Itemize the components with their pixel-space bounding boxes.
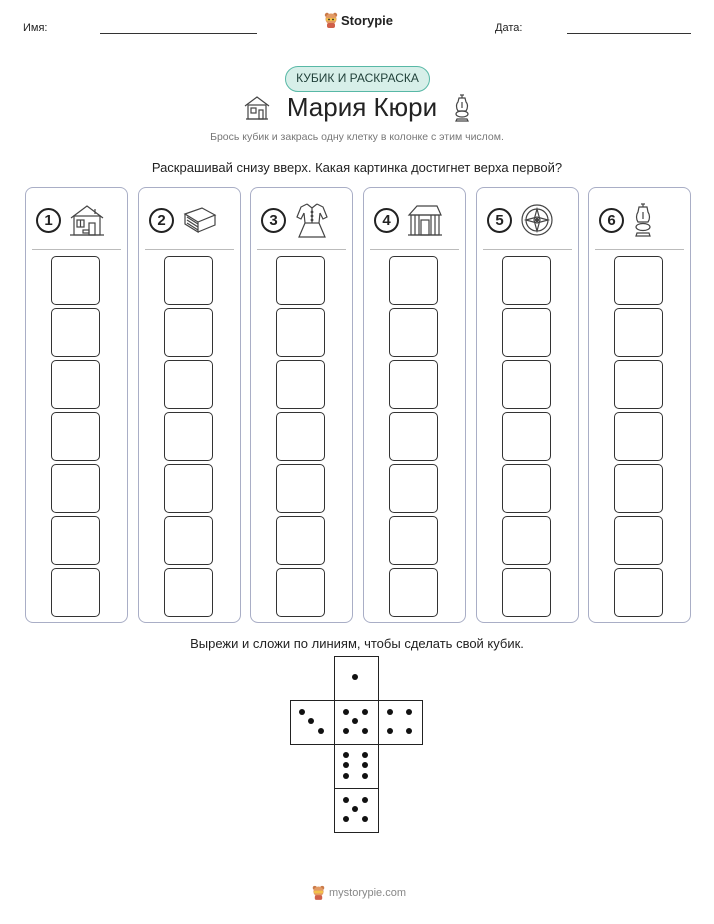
storypie-mascot-icon	[324, 12, 338, 28]
coloring-cell[interactable]	[51, 568, 100, 617]
coloring-cell[interactable]	[51, 308, 100, 357]
house-icon	[69, 203, 105, 237]
column-number: 3	[261, 208, 286, 233]
die-pip	[362, 773, 368, 779]
coloring-cell[interactable]	[389, 412, 438, 461]
column-4	[363, 187, 466, 623]
column-header	[599, 202, 679, 238]
coloring-cell[interactable]	[276, 464, 325, 513]
coloring-cell[interactable]	[502, 464, 551, 513]
coloring-cell[interactable]	[614, 464, 663, 513]
cut-instruction: Вырежи и сложи по линиям, чтобы сделать свой кубик.	[190, 636, 524, 651]
coloring-cell[interactable]	[389, 516, 438, 565]
die-face	[378, 700, 423, 745]
die-pip	[362, 816, 368, 822]
column-3	[250, 187, 353, 623]
coloring-cell[interactable]	[502, 568, 551, 617]
column-6	[588, 187, 691, 623]
brand-logo	[324, 12, 393, 28]
column-divider	[483, 249, 572, 250]
footer	[312, 885, 406, 900]
dress-icon	[294, 201, 330, 239]
coloring-cell[interactable]	[51, 464, 100, 513]
coloring-cell[interactable]	[51, 516, 100, 565]
die-pip	[362, 709, 368, 715]
date-label: Дата:	[495, 22, 523, 34]
coloring-cell[interactable]	[164, 412, 213, 461]
coloring-cell[interactable]	[614, 256, 663, 305]
die-pip	[343, 797, 349, 803]
column-divider	[145, 249, 234, 250]
coloring-cell[interactable]	[502, 516, 551, 565]
house-icon	[243, 95, 271, 121]
column-header	[149, 202, 229, 238]
die-face	[334, 788, 379, 833]
die-pip	[343, 728, 349, 734]
coloring-cell[interactable]	[51, 360, 100, 409]
die-pip	[387, 728, 393, 734]
coloring-cell[interactable]	[276, 516, 325, 565]
name-label: Имя:	[23, 22, 48, 34]
coloring-cell[interactable]	[502, 412, 551, 461]
coloring-cell[interactable]	[276, 308, 325, 357]
die-pip	[308, 718, 314, 724]
column-header	[374, 202, 454, 238]
book-icon	[182, 205, 218, 235]
compass-icon	[520, 203, 554, 237]
column-number: 5	[487, 208, 512, 233]
name-line[interactable]	[100, 33, 257, 34]
die-pip	[362, 728, 368, 734]
oil-lamp-icon	[632, 202, 654, 238]
column-divider	[32, 249, 121, 250]
activity-type-badge: КУБИК И РАСКРАСКА	[285, 66, 430, 92]
coloring-cell[interactable]	[276, 360, 325, 409]
coloring-cell[interactable]	[502, 308, 551, 357]
coloring-cell[interactable]	[389, 568, 438, 617]
subtitle: Брось кубик и закрась одну клетку в колонке с этим числом.	[210, 131, 504, 143]
coloring-cell[interactable]	[164, 568, 213, 617]
instruction: Раскрашивай снизу вверх. Какая картинка достигнет верха первой?	[151, 160, 563, 175]
brand-name: Storypie	[341, 12, 394, 28]
coloring-cell[interactable]	[614, 568, 663, 617]
coloring-cell[interactable]	[614, 412, 663, 461]
die-pip	[406, 728, 412, 734]
title-row	[0, 92, 714, 123]
die-pip	[343, 773, 349, 779]
coloring-cell[interactable]	[614, 360, 663, 409]
die-pip	[387, 709, 393, 715]
column-header	[487, 202, 567, 238]
column-divider	[370, 249, 459, 250]
die-pip	[343, 762, 349, 768]
coloring-cell[interactable]	[164, 308, 213, 357]
coloring-cell[interactable]	[164, 516, 213, 565]
column-divider	[257, 249, 346, 250]
die-face	[334, 656, 379, 701]
die-pip	[352, 806, 358, 812]
die-pip	[299, 709, 305, 715]
footer-url[interactable]: mystorypie.com	[329, 886, 407, 899]
column-header	[36, 202, 116, 238]
coloring-cell[interactable]	[164, 256, 213, 305]
die-pip	[352, 674, 358, 680]
column-divider	[595, 249, 684, 250]
oil-lamp-icon	[453, 93, 471, 123]
column-number: 6	[599, 208, 624, 233]
coloring-cell[interactable]	[276, 412, 325, 461]
coloring-cell[interactable]	[164, 464, 213, 513]
coloring-cell[interactable]	[389, 256, 438, 305]
column-5	[476, 187, 579, 623]
die-face	[334, 744, 379, 789]
die-pip	[343, 752, 349, 758]
column-number: 4	[374, 208, 399, 233]
die-pip	[362, 797, 368, 803]
date-line[interactable]	[567, 33, 691, 34]
die-pip	[318, 728, 324, 734]
storypie-mascot-icon	[312, 885, 325, 900]
die-pip	[343, 709, 349, 715]
die-pip	[406, 709, 412, 715]
shed-icon	[407, 203, 443, 237]
coloring-cell[interactable]	[502, 360, 551, 409]
coloring-cell[interactable]	[276, 568, 325, 617]
coloring-cell[interactable]	[389, 360, 438, 409]
coloring-cell[interactable]	[502, 256, 551, 305]
coloring-cell[interactable]	[164, 360, 213, 409]
die-pip	[362, 752, 368, 758]
die-pip	[343, 816, 349, 822]
die-pip	[352, 718, 358, 724]
coloring-cell[interactable]	[51, 256, 100, 305]
coloring-cell[interactable]	[614, 308, 663, 357]
coloring-cell[interactable]	[614, 516, 663, 565]
coloring-cell[interactable]	[389, 308, 438, 357]
coloring-cell[interactable]	[389, 464, 438, 513]
column-1	[25, 187, 128, 623]
page-title: Мария Кюри	[286, 92, 438, 122]
column-number: 1	[36, 208, 61, 233]
die-pip	[362, 762, 368, 768]
column-2	[138, 187, 241, 623]
die-face	[290, 700, 335, 745]
die-face	[334, 700, 379, 745]
coloring-cell[interactable]	[276, 256, 325, 305]
coloring-cell[interactable]	[51, 412, 100, 461]
column-header	[261, 202, 341, 238]
column-number: 2	[149, 208, 174, 233]
